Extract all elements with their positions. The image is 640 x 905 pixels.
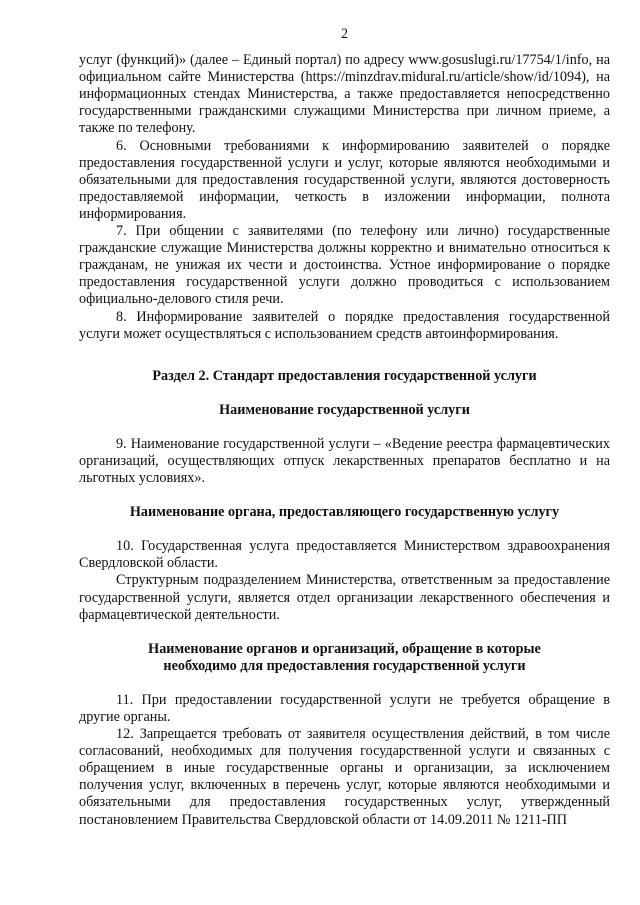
paragraph-11: 11. При предоставлении государственной услуги не требуется обращение в другие органы. — [79, 691, 610, 725]
paragraph-6: 6. Основными требованиями к информированию заявителей о порядке предоставления государственной услуги и услуг, которые являются необходимыми и обязательными для предоставления государственной услуги, являются достоверность предоставляемой информации, четкость в изложении информации, полнота информирования. — [79, 137, 610, 222]
paragraph-10-structural-unit: Структурным подразделением Министерства, ответственным за предоставление государственной услуги, является отдел организации лекарственного обеспечения и фармацевтической деятельности. — [79, 572, 610, 623]
paragraph-continuation: услуг (функций)» (далее – Единый портал) по адресу www.gosuslugi.ru/17754/1/info, на официальном сайте Министерства (https://minzdrav.midural.ru/article/show/id/1094), на информационных стендах Министерства, а также предоставляется непосредственно государственными гражданскими служащими Министерства при личном приеме, а также по телефону. — [79, 52, 610, 137]
organizations-heading-line-2: необходимо для предоставления государственной услуги — [163, 657, 526, 674]
page-number: 2 — [340, 26, 349, 42]
paragraph-10: 10. Государственная услуга предоставляется Министерством здравоохранения Свердловской области. — [79, 538, 610, 572]
paragraph-7: 7. При общении с заявителями (по телефону или лично) государственные гражданские служащие Министерства должны корректно и внимательно относиться к гражданам, не унижая их чести и достоинства. Устное информирование о порядке предоставления государственной услуги должно проводиться с использованием официально-делового стиля речи. — [79, 223, 610, 308]
organizations-heading-line-1: Наименование органов и организаций, обращение в которые — [148, 640, 541, 657]
authority-heading: Наименование органа, предоставляющего государственную услугу — [129, 504, 560, 521]
paragraph-12: 12. Запрещается требовать от заявителя осуществления действий, в том числе согласований, необходимых для получения государственной услуги и связанных с обращением в иные государственные органы и организации, за исключением получения услуг, включенных в перечень услуг, которые являются необходимыми и обязательными для предоставления государственных услуг, утвержденный постановлением Правительства Свердловской области от 14.09.2011 № 1211-ПП — [79, 726, 610, 828]
section-2-heading: Раздел 2. Стандарт предоставления государственной услуги — [152, 367, 537, 384]
service-name-heading: Наименование государственной услуги — [219, 401, 470, 418]
paragraph-8: 8. Информирование заявителей о порядке предоставления государственной услуги может осуществляться с использованием средств автоинформирования. — [79, 308, 610, 342]
paragraph-9: 9. Наименование государственной услуги – «Ведение реестра фармацевтических организаций, осуществляющих отпуск лекарственных препаратов бесплатно и на льготных условиях». — [79, 435, 610, 487]
